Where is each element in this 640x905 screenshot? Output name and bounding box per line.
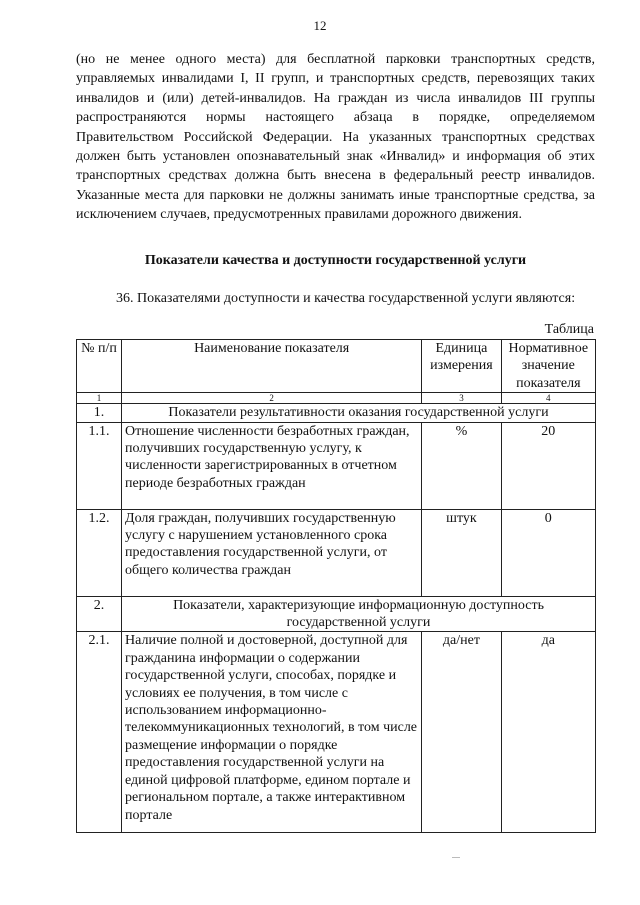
column-numbers-row bbox=[77, 393, 596, 404]
row-value: 20 bbox=[501, 422, 595, 509]
row-unit: штук bbox=[422, 509, 501, 596]
row-number: 1.1. bbox=[77, 422, 122, 509]
column-number: 3 bbox=[422, 393, 501, 404]
table-header-row bbox=[77, 340, 596, 393]
group-number: 2. bbox=[77, 596, 122, 632]
group-number: 1. bbox=[77, 404, 122, 422]
body-paragraph: (но не менее одного места) для бесплатной парковки транспортных средств, управляемых инвалидами I, II групп, и транспортных средств, перевозящих таких инвалидов и (или) детей-инвалидов. На граждан из числа инвалидов III группы распространяются нормы настоящего абзаца в порядке, определяемом Правительством Российской Федерации. На указанных транспортных средствах должен быть установлен опознавательный знак «Инвалид» и информация об этих транспортных средствах должна быть внесена в федеральный реестр инвалидов. Указанные места для парковки не должны занимать иные транспортные средства, за исключением случаев, предусмотренных правилами дорожного движения. bbox=[76, 52, 595, 223]
group-title: Показатели, характеризующие информационную доступность государственной услуги bbox=[122, 596, 596, 632]
row-value: да bbox=[501, 632, 595, 833]
row-indicator-name: Отношение численности безработных граждан, получивших государственную услугу, к численности зарегистрированных в отчетном периоде безработных граждан bbox=[122, 422, 422, 509]
group-row bbox=[77, 404, 596, 422]
table-caption: Таблица bbox=[544, 322, 594, 337]
column-number: 2 bbox=[122, 393, 422, 404]
header-indicator-name: Наименование показателя bbox=[122, 340, 422, 393]
row-indicator-name: Доля граждан, получивших государственную услугу с нарушением установленного срока предоставления государственной услуги, от общего количества граждан bbox=[122, 509, 422, 596]
row-value: 0 bbox=[501, 509, 595, 596]
section-heading: Показатели качества и доступности государственной услуги bbox=[144, 253, 527, 268]
group-row bbox=[77, 596, 596, 632]
group-title: Показатели результативности оказания государственной услуги bbox=[122, 404, 596, 422]
header-number: № п/п bbox=[77, 340, 122, 393]
row-unit: да/нет bbox=[422, 632, 501, 833]
page-number: 12 bbox=[313, 18, 327, 33]
row-unit: % bbox=[422, 422, 501, 509]
row-number: 1.2. bbox=[77, 509, 122, 596]
row-number: 2.1. bbox=[77, 632, 122, 833]
column-number: 1 bbox=[77, 393, 122, 404]
scan-mark bbox=[452, 857, 460, 858]
indicators-table bbox=[76, 339, 596, 833]
table-row bbox=[77, 509, 596, 596]
row-indicator-name: Наличие полной и достоверной, доступной для гражданина информации о содержании государственной услуги, способах, порядке и условиях ее получения, в том числе с использованием информационно-телекоммуникационных технологий, в том числе размещение информации о порядке предоставления государственной услуги на единой цифровой платформе, едином портале и региональном портале, а также интерактивном портале bbox=[122, 632, 422, 833]
intro-paragraph: 36. Показателями доступности и качества государственной услуги являются: bbox=[116, 291, 576, 306]
column-number: 4 bbox=[501, 393, 595, 404]
table-row bbox=[77, 422, 596, 509]
header-normative-value: Нормативное значение показателя bbox=[501, 340, 595, 393]
table-row bbox=[77, 632, 596, 833]
header-unit: Единица измерения bbox=[422, 340, 501, 393]
